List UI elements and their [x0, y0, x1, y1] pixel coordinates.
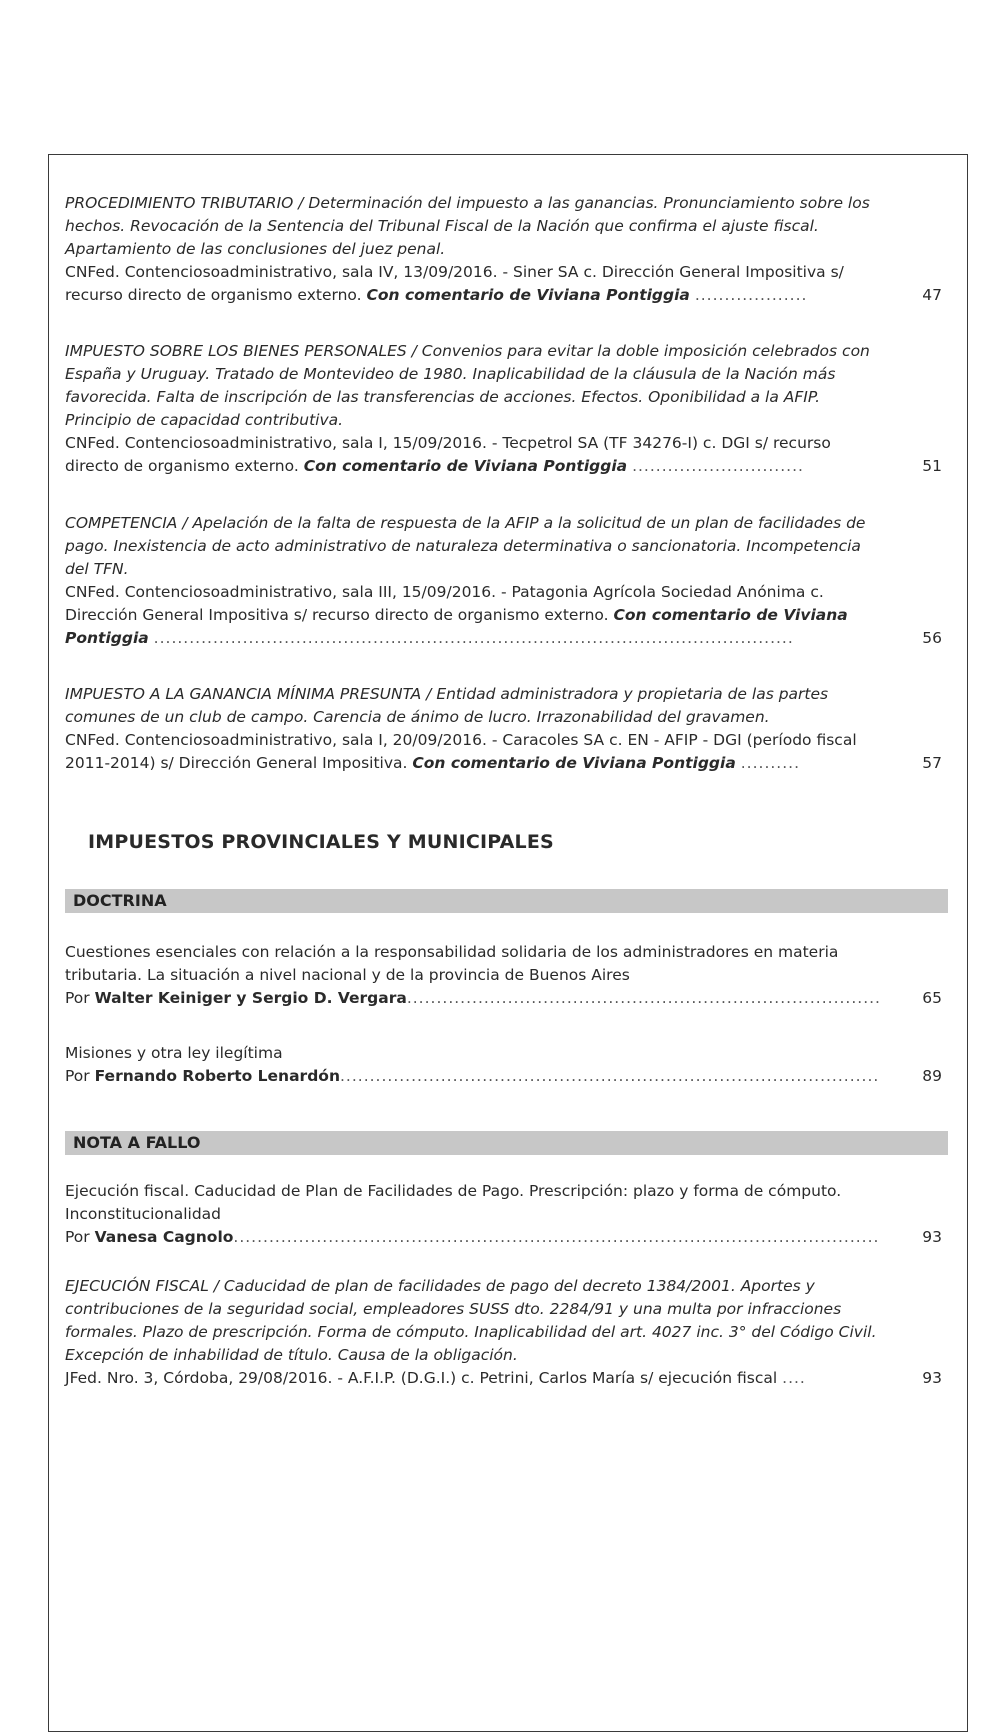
dot-leader: [407, 987, 880, 1010]
entry-comment-link[interactable]: Con comentario de Viviana Pontiggia: [303, 457, 628, 475]
doctrina-item: [65, 1042, 945, 1088]
entry-court: CNFed. Contenciosoadministrativo, sala I, 20/09/2016. - Caracoles SA c. EN - AFIP - DGI (período fiscal 2011-2014) s/ Dirección General Impositiva.: [65, 731, 857, 772]
toc-entry: [65, 1275, 945, 1390]
entry-comment-link[interactable]: Con comentario de Viviana Pontiggia: [65, 606, 848, 647]
page-number: 57: [922, 754, 942, 772]
author-name[interactable]: Fernando Roberto Lenardón: [94, 1067, 340, 1085]
page-number: 56: [922, 629, 942, 647]
entry-court: CNFed. Contenciosoadministrativo, sala I, 15/09/2016. - Tecpetrol SA (TF 34276-I) c. DGI s/ recurso directo de organismo externo.: [65, 434, 831, 475]
doctrina-title: Cuestiones esenciales con relación a la responsabilidad solidaria de los administradores en materia tributaria. La situación a nivel nacional y de la provincia de Buenos Aires: [65, 943, 839, 984]
page-number: 51: [922, 457, 942, 475]
page-number: 47: [922, 286, 942, 304]
entry-summary: IMPUESTO A LA GANANCIA MÍNIMA PRESUNTA / Entidad administradora y propietaria de las partes comunes de un club de campo. Carencia de ánimo de lucro. Irrazonabilidad del gravamen.: [65, 685, 829, 726]
dot-leader: [233, 1226, 880, 1249]
page-number: 93: [922, 1369, 942, 1387]
por-label: Por: [65, 1067, 90, 1085]
dot-leader: [741, 752, 801, 775]
doctrina-header: DOCTRINA: [65, 889, 948, 913]
entry-summary: IMPUESTO SOBRE LOS BIENES PERSONALES / Convenios para evitar la doble imposición celebrados con España y Uruguay. Tratado de Montevideo de 1980. Inaplicabilidad de la cláusula de la Nación más favorecida. Falta de inscripción de las transferencias de acciones. Efectos. Oponibilidad a la AFIP. Principio de capacidad contributiva.: [65, 342, 870, 429]
nota-item: [65, 1180, 945, 1249]
nota-header: NOTA A FALLO: [65, 1131, 948, 1155]
por-label: Por: [65, 989, 90, 1007]
entry-comment-link[interactable]: Con comentario de Viviana Pontiggia: [412, 754, 736, 772]
entry-court: CNFed. Contenciosoadministrativo, sala III, 15/09/2016. - Patagonia Agrícola Sociedad Anónima c. Dirección General Impositiva s/ recurso directo de organismo externo.: [65, 583, 824, 624]
page-number: 93: [922, 1228, 942, 1246]
dot-leader: [782, 1367, 804, 1390]
section-title: IMPUESTOS PROVINCIALES Y MUNICIPALES: [88, 831, 554, 853]
dot-leader: [632, 455, 802, 478]
page-number: 89: [922, 1067, 942, 1085]
toc-entry: [65, 512, 945, 650]
entry-summary: EJECUCIÓN FISCAL / Caducidad de plan de facilidades de pago del decreto 1384/2001. Aportes y contribuciones de la seguridad social, empleadores SUSS dto. 2284/91 y una multa por infracciones formales. Plazo de prescripción. Forma de cómputo. Inaplicabilidad del art. 4027 inc. 3° del Código Civil. Excepción de inhabilidad de título. Causa de la obligación.: [65, 1277, 877, 1364]
doctrina-title: Misiones y otra ley ilegítima: [65, 1044, 283, 1062]
entry-summary: PROCEDIMIENTO TRIBUTARIO / Determinación del impuesto a las ganancias. Pronunciamiento sobre los hechos. Revocación de la Sentencia del Tribunal Fiscal de la Nación que confirma el ajuste fiscal. Apartamiento de las conclusiones del juez penal.: [65, 194, 870, 258]
dot-leader: [154, 627, 794, 650]
author-name[interactable]: Walter Keiniger y Sergio D. Vergara: [94, 989, 407, 1007]
author-name[interactable]: Vanesa Cagnolo: [94, 1228, 234, 1246]
por-label: Por: [65, 1228, 90, 1246]
entry-court: CNFed. Contenciosoadministrativo, sala IV, 13/09/2016. - Siner SA c. Dirección General Impositiva s/ recurso directo de organismo externo.: [65, 263, 844, 304]
toc-entry: [65, 192, 945, 307]
toc-entry: [65, 683, 945, 775]
entry-summary: COMPETENCIA / Apelación de la falta de respuesta de la AFIP a la solicitud de un plan de facilidades de pago. Inexistencia de acto administrativo de naturaleza determinativa o sancionatoria. Incompetencia del TFN.: [65, 514, 866, 578]
dot-leader: [695, 284, 805, 307]
entry-comment-link[interactable]: Con comentario de Viviana Pontiggia: [366, 286, 690, 304]
page-number: 65: [922, 989, 942, 1007]
entry-court: JFed. Nro. 3, Córdoba, 29/08/2016. - A.F.I.P. (D.G.I.) c. Petrini, Carlos María s/ ejecución fiscal: [65, 1369, 778, 1387]
toc-entry: [65, 340, 945, 478]
dot-leader: [340, 1065, 880, 1088]
nota-title: Ejecución fiscal. Caducidad de Plan de Facilidades de Pago. Prescripción: plazo y forma de cómputo. Inconstitucionalidad: [65, 1182, 842, 1223]
doctrina-item: [65, 941, 945, 1010]
